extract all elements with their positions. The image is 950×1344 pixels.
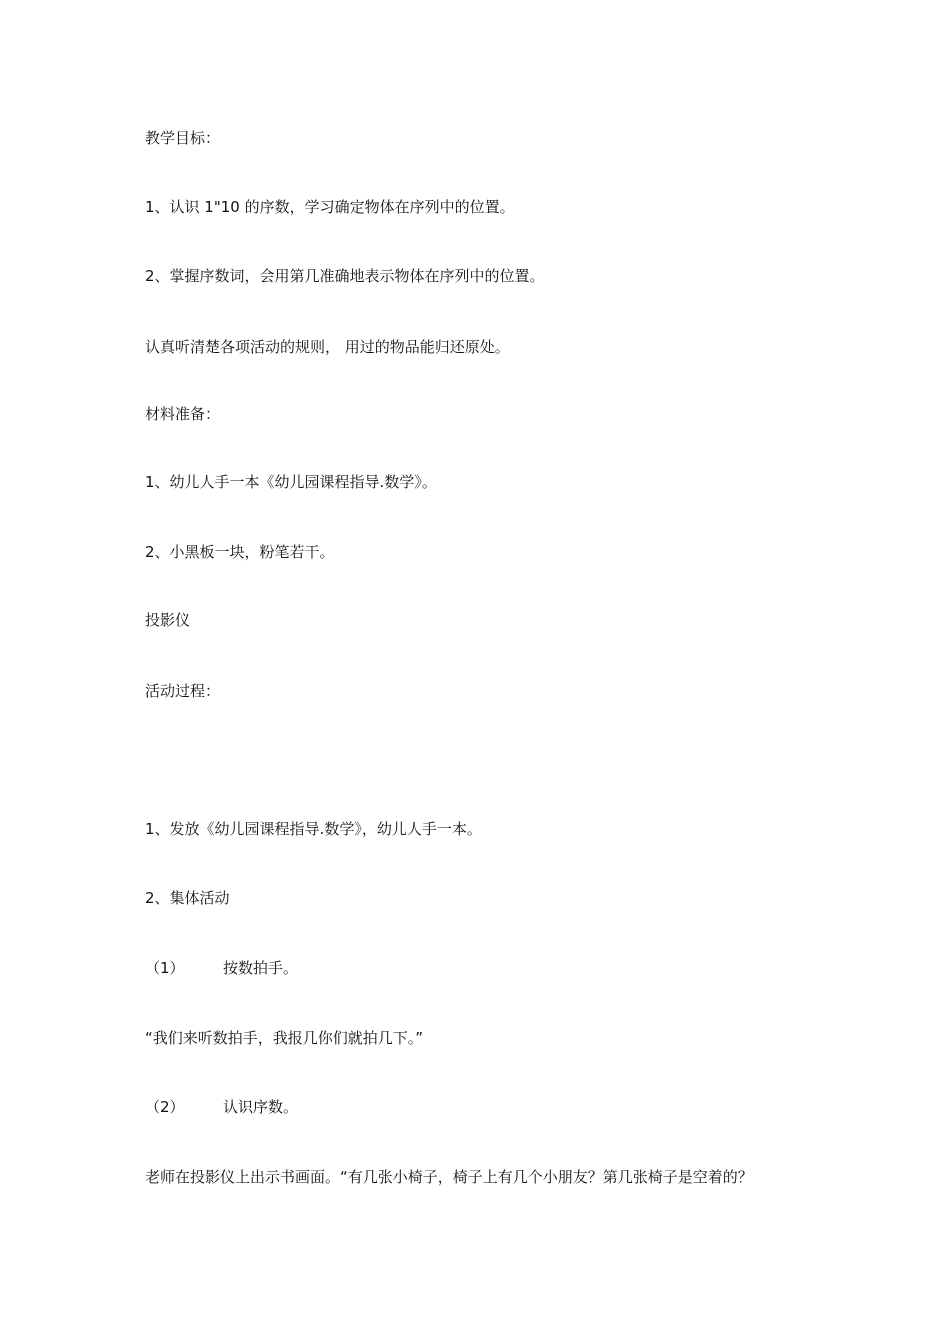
goal-item-3: 认真听清楚各项活动的规则， 用过的物品能归还原处。 <box>145 338 510 356</box>
substep-1 <box>145 958 298 978</box>
goal-item-1: 1、认识 1"10 的序数，学习确定物体在序列中的位置。 <box>145 198 515 216</box>
material-item-1: 1、幼儿人手一本《幼儿园课程指导.数学》。 <box>145 473 437 491</box>
substep-2 <box>145 1097 298 1117</box>
substep-1-text: 按数拍手。 <box>223 959 299 977</box>
goal-item-2: 2、掌握序数词，会用第几准确地表示物体在序列中的位置。 <box>145 267 545 285</box>
material-item-3: 投影仪 <box>145 611 191 629</box>
substep-2-text: 认识序数。 <box>223 1098 299 1116</box>
heading-teaching-goals: 教学目标： <box>145 129 221 147</box>
process-step-2: 2、集体活动 <box>145 889 230 907</box>
heading-materials: 材料准备： <box>145 405 221 423</box>
substep-2-number: （2） <box>145 1098 185 1116</box>
teacher-instruction: 老师在投影仪上出示书画面。“有几张小椅子，椅子上有几个小朋友？第几张椅子是空着的？ <box>145 1168 753 1186</box>
substep-1-number: （1） <box>145 959 185 977</box>
process-step-1: 1、发放《幼儿园课程指导.数学》，幼儿人手一本。 <box>145 820 482 838</box>
quote-line: “我们来听数拍手，我报几你们就拍几下。” <box>145 1029 424 1047</box>
material-item-2: 2、小黑板一块，粉笔若干。 <box>145 543 335 561</box>
heading-process: 活动过程： <box>145 682 221 700</box>
